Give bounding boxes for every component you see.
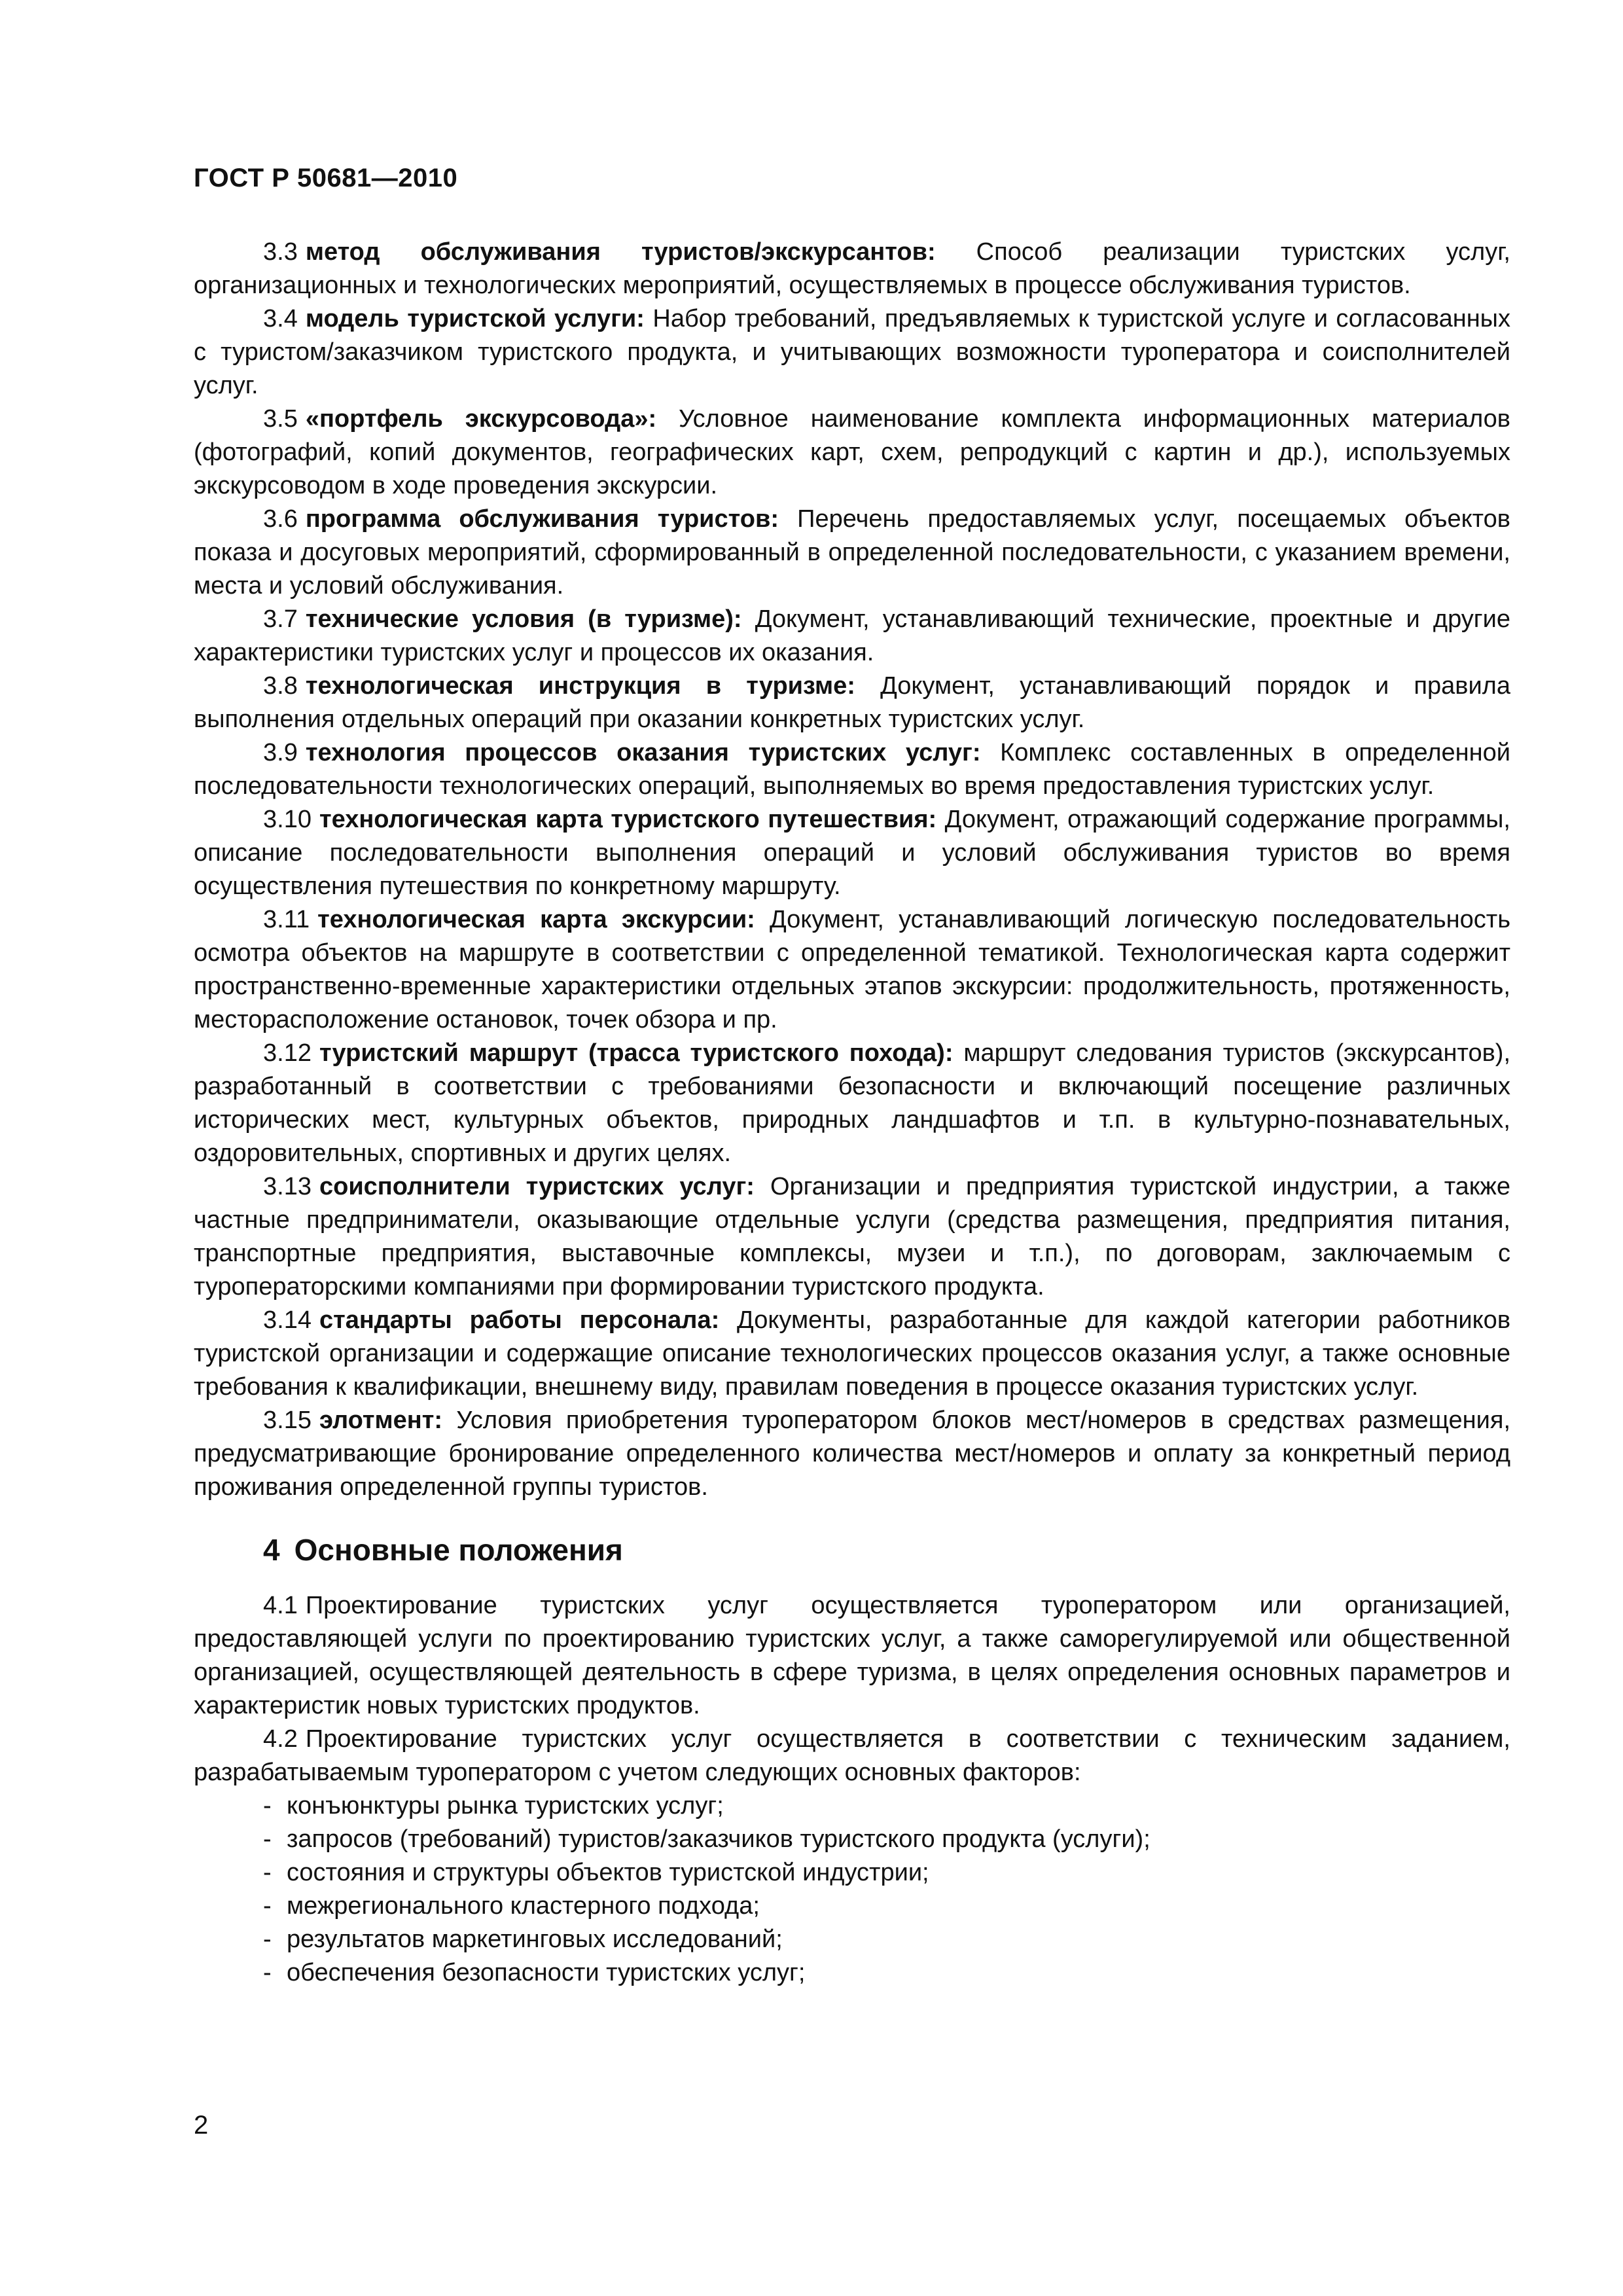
definition-text: Набор требований, предъявляемых к туристской услуге и согласованных с туристом/заказчиком туристского продукта, и учитывающих возможности туроператора и соисполнителей услуг. [194, 305, 1510, 399]
definition-number: 3.8 [263, 672, 298, 700]
definition-number: 3.15 [263, 1407, 312, 1434]
section-paragraph [194, 1723, 1510, 1789]
paragraph-number: 4.1 [263, 1592, 298, 1619]
definition-number: 3.3 [263, 238, 298, 266]
definition-item [194, 403, 1510, 503]
definition-item [194, 1404, 1510, 1504]
definition-text: Способ реализации туристских услуг, организационных и технологических мероприятий, осуществляемых в процессе обслуживания туристов. [194, 238, 1510, 299]
definition-item [194, 236, 1510, 302]
definition-item [194, 503, 1510, 603]
definition-number: 3.5 [263, 405, 298, 433]
definition-term: метод обслуживания туристов/экскурсантов: [305, 238, 936, 266]
list-item: - состояния и структуры объектов туристской индустрии; [263, 1856, 1510, 1890]
definition-number: 3.14 [263, 1306, 312, 1334]
definition-term: модель туристской услуги: [305, 305, 645, 332]
document-header: ГОСТ Р 50681—2010 [194, 164, 458, 192]
section-title-text: Основные положения [294, 1533, 623, 1567]
definition-item [194, 1170, 1510, 1304]
definition-term: «портфель экскурсовода»: [305, 405, 657, 433]
definition-text: Организации и предприятия туристской индустрии, а также частные предприниматели, оказывающие отдельные услуги (средства размещения, предприятия питания, транспортные предприятия, выставочные комплексы, музеи и т.п.), по договорам, заключаемым с туроператорскими компаниями при формировании туристского продукта. [194, 1173, 1510, 1300]
section-heading [263, 1532, 1510, 1568]
definition-item [194, 1037, 1510, 1170]
definition-item [194, 1304, 1510, 1404]
definition-text: Комплекс составленных в определенной последовательности технологических операций, выполняемых во время предоставления туристских услуг. [194, 739, 1511, 800]
definition-number: 3.10 [263, 806, 312, 833]
definition-item [194, 736, 1510, 803]
definition-number: 3.12 [263, 1039, 312, 1067]
definition-text: Документ, устанавливающий логическую последовательность осмотра объектов на маршруте в соответствии с определенной тематикой. Технологическая карта содержит пространственно-временные характеристики отдельных этапов экскурсии: продолжительность, протяженность, месторасположение остановок, точек обзора и пр. [194, 906, 1510, 1033]
definition-number: 3.7 [263, 605, 298, 633]
definition-term: технологическая инструкция в туризме: [305, 672, 855, 700]
definition-term: технологическая карта туристского путешествия: [319, 806, 937, 833]
definition-item [194, 670, 1510, 736]
definition-text: Документ, устанавливающий технические, проектные и другие характеристики туристских услуг и процессов их оказания. [194, 605, 1510, 666]
list-item: - конъюнктуры рынка туристских услуг; [263, 1789, 1510, 1823]
factors-list [194, 1789, 1510, 1990]
list-item: - результатов маркетинговых исследований; [263, 1923, 1510, 1956]
section-paragraph [194, 1589, 1510, 1723]
section-number: 4 [263, 1533, 280, 1567]
definition-text: Условное наименование комплекта информационных материалов (фотографий, копий документов, географических карт, схем, репродукций с картин и др.), используемых экскурсоводом в ходе проведения экскурсии. [194, 405, 1510, 499]
definition-term: соисполнители туристских услуг: [319, 1173, 755, 1200]
definition-term: технические условия (в туризме): [305, 605, 742, 633]
definition-number: 3.11 [263, 906, 310, 933]
definitions-list [194, 236, 1510, 1504]
definition-number: 3.9 [263, 739, 298, 766]
list-item: - запросов (требований) туристов/заказчиков туристского продукта (услуги); [263, 1823, 1510, 1856]
paragraph-number: 4.2 [263, 1725, 298, 1753]
definition-item [194, 803, 1510, 903]
definition-text: Документ, отражающий содержание программы, описание последовательности выполнения операций и условий обслуживания туристов во время осуществления путешествия по конкретному маршруту. [194, 806, 1510, 900]
definition-number: 3.4 [263, 305, 298, 332]
definition-text: Перечень предоставляемых услуг, посещаемых объектов показа и досуговых мероприятий, сформированный в определенной последовательности, с указанием времени, места и условий обслуживания. [194, 505, 1510, 600]
definition-term: технология процессов оказания туристских услуг: [305, 739, 981, 766]
definition-text: Документы, разработанные для каждой категории работников туристской организации и содержащие описание технологических процессов оказания услуг, а также основные требования к квалификации, внешнему виду, правилам поведения в процессе оказания туристских услуг. [194, 1306, 1511, 1401]
paragraph-text: Проектирование туристских услуг осуществляется в соответствии с техническим заданием, разрабатываемым туроператором с учетом следующих основных факторов: [194, 1725, 1510, 1786]
definition-text: Документ, устанавливающий порядок и правила выполнения отдельных операций при оказании конкретных туристских услуг. [194, 672, 1510, 733]
page-number: 2 [194, 2111, 209, 2140]
definition-term: стандарты работы персонала: [319, 1306, 720, 1334]
definition-item [194, 903, 1510, 1037]
definition-term: технологическая карта экскурсии: [317, 906, 755, 933]
definition-text: маршрут следования туристов (экскурсантов), разработанный в соответствии с требованиями безопасности и включающий посещение различных исторических мест, культурных объектов, природных ландшафтов и т.п. в культурно-познавательных, оздоровительных, спортивных и других целях. [194, 1039, 1511, 1167]
definition-term: элотмент: [319, 1407, 442, 1434]
list-item: - межрегионального кластерного подхода; [263, 1890, 1510, 1923]
definition-item [194, 302, 1510, 403]
definition-number: 3.6 [263, 505, 298, 533]
definition-text: Условия приобретения туроператором блоков мест/номеров в средствах размещения, предусматривающие бронирование определенного количества мест/номеров и оплату за конкретный период проживания определенной группы туристов. [194, 1407, 1510, 1501]
list-item: - обеспечения безопасности туристских услуг; [263, 1956, 1510, 1990]
paragraph-text: Проектирование туристских услуг осуществляется туроператором или организацией, предоставляющей услуги по проектированию туристских услуг, а также саморегулируемой или общественной организацией, осуществляющей деятельность в сфере туризма, в целях определения основных параметров и характеристик новых туристских продуктов. [194, 1592, 1510, 1719]
definition-term: туристский маршрут (трасса туристского похода): [319, 1039, 954, 1067]
document-body [194, 236, 1510, 1990]
definition-item [194, 603, 1510, 670]
definition-term: программа обслуживания туристов: [305, 505, 779, 533]
definition-number: 3.13 [263, 1173, 312, 1200]
